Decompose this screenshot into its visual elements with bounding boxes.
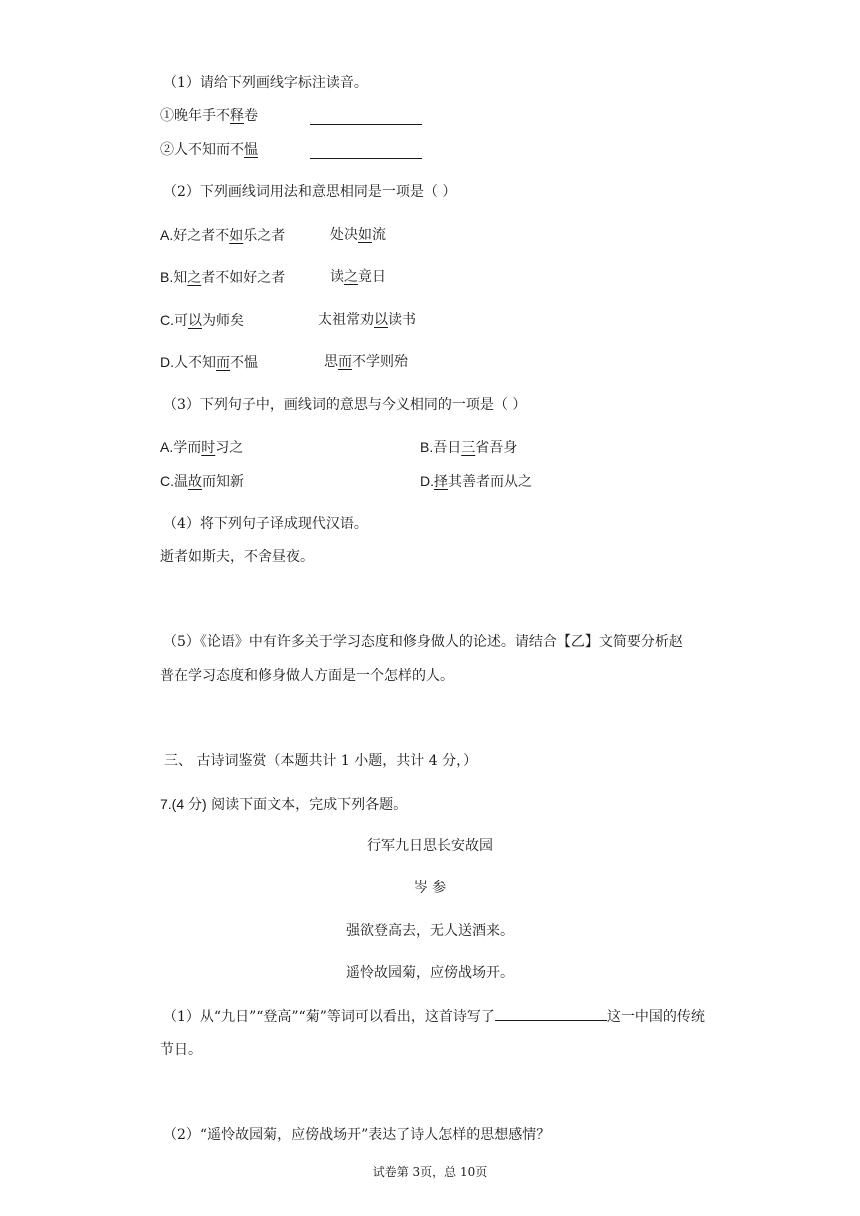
answer-blank-2[interactable] (310, 144, 422, 159)
q2-option-d-right: 思而不学则殆 (324, 354, 408, 370)
q2-title: （2）下列画线词用法和意思相同是一项是（ ） (163, 184, 457, 200)
q4-title: （4）将下列句子译成现代汉语。 (163, 516, 368, 532)
q2-option-c-right: 太祖常劝以读书 (318, 312, 416, 328)
underlined-char: 释 (230, 108, 244, 124)
q2-option-a-right: 处决如流 (330, 227, 386, 243)
q3-option-d[interactable]: D.择其善者而从之 (420, 473, 532, 490)
q3-option-b[interactable]: B.吾日三省吾身 (420, 439, 518, 456)
underlined-char: 愠 (244, 142, 258, 158)
answer-blank-1[interactable] (310, 110, 422, 125)
q4-sentence: 逝者如斯夫，不舍昼夜。 (160, 549, 314, 565)
poem-author: 岑 参 (413, 880, 447, 896)
q3-option-c[interactable]: C.温故而知新 (160, 473, 244, 490)
poem-title: 行军九日思长安故园 (367, 838, 493, 854)
section-3-heading: 三、 古诗词鉴赏（本题共计 1 小题，共计 4 分，） (164, 753, 478, 769)
q1-item-2-number: ② (160, 142, 174, 158)
q2-option-a-left[interactable]: A.好之者不如乐之者 (160, 227, 286, 244)
q2-option-d-left[interactable]: D.人不知而不愠 (160, 354, 258, 371)
q1-item-2: ②人不知而不愠 (160, 142, 258, 158)
q7-number: 7.(4 分) (160, 796, 207, 812)
q2-option-c-left[interactable]: C.可以为师矣 (160, 312, 244, 329)
q3-title: （3）下列句子中，画线词的意思与今义相同的一项是（ ） (163, 397, 527, 413)
q7-instruction: 7.(4 分) 阅读下面文本，完成下列各题。 (160, 796, 408, 813)
poem-line-1: 强欲登高去，无人送酒来。 (346, 923, 514, 939)
poem-q1-line-2: 节日。 (160, 1042, 202, 1058)
q5-line-2: 普在学习态度和修身做人方面是一个怎样的人。 (160, 668, 454, 684)
poem-line-2: 遥怜故园菊，应傍战场开。 (346, 965, 514, 981)
q1-title: （1）请给下列画线字标注读音。 (163, 75, 368, 91)
q1-item-1-number: ① (160, 108, 174, 124)
page-footer: 试卷第 3页，总 10页 (372, 1165, 488, 1179)
poem-q2: （2）“遥怜故园菊，应傍战场开”表达了诗人怎样的思想感情？ (163, 1127, 551, 1143)
q2-option-b-right: 读之竟日 (330, 269, 386, 285)
q3-option-a[interactable]: A.学而时习之 (160, 439, 244, 456)
q2-option-b-left[interactable]: B.知之者不如好之者 (160, 269, 286, 286)
q1-item-1: ①晚年手不释卷 (160, 108, 258, 124)
poem-q1-line-1: （1）从“九日”“登高”“菊”等词可以看出，这首诗写了 这一中国的传统 (163, 1006, 705, 1027)
answer-blank-festival[interactable] (495, 1006, 607, 1021)
q5-line-1: （5）《论语》中有许多关于学习态度和修身做人的论述。请结合【乙】文简要分析赵 (163, 634, 683, 650)
